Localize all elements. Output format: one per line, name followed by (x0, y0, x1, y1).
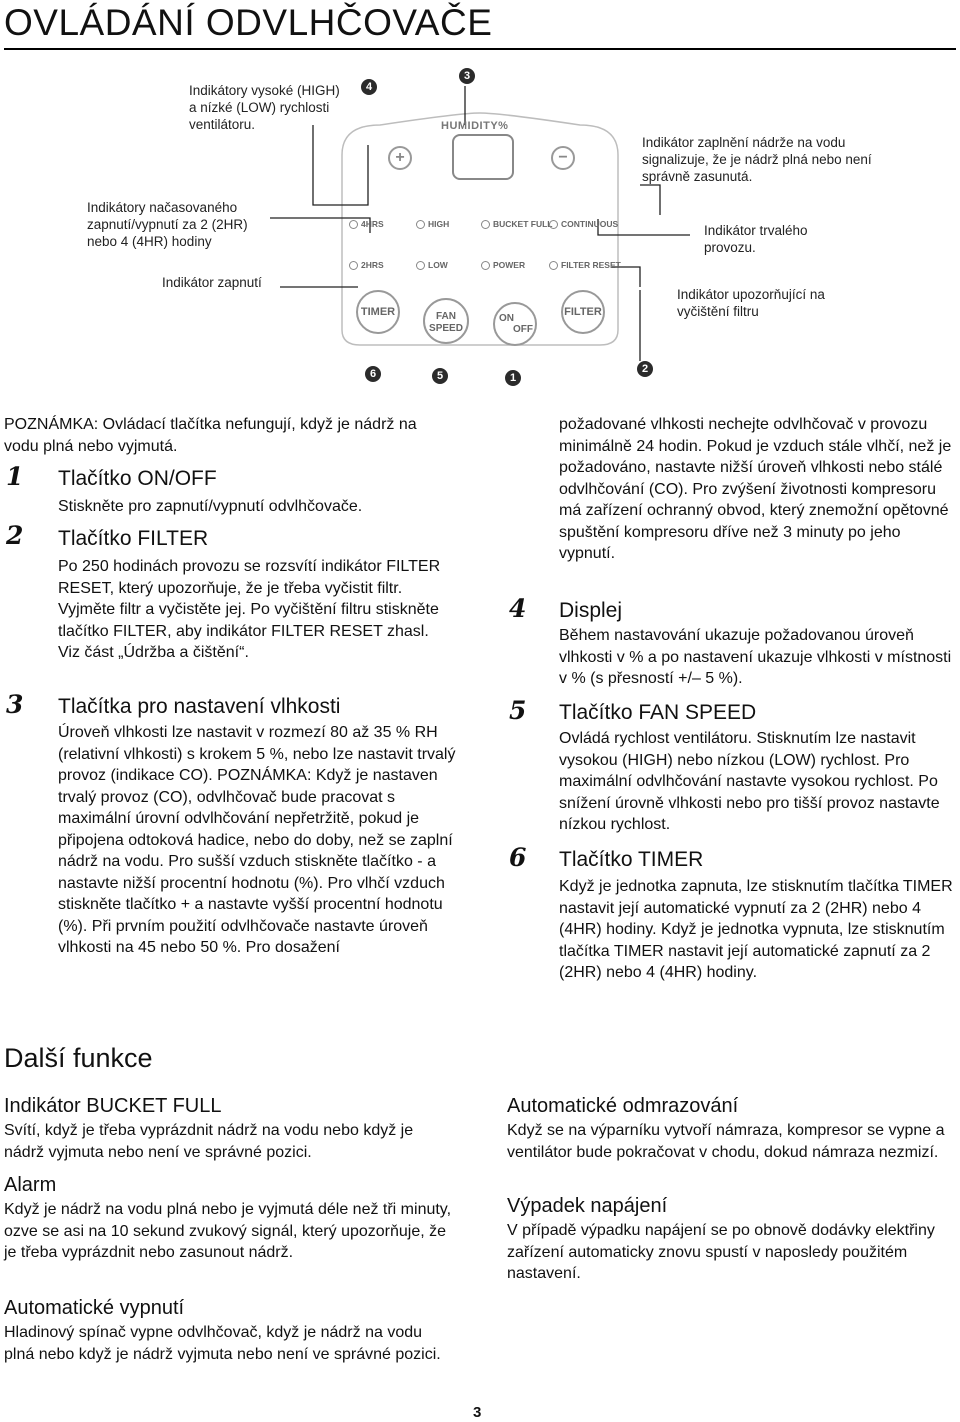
item-text-display: Během nastavování ukazuje požadovanou úroveň vlhkosti v % a po nastavení ukazuje vlhkosti v místnosti v % (s přesností +/– 5 %). (559, 627, 952, 687)
humidity-minus-button[interactable] (551, 146, 575, 170)
item-title-filter: Tlačítko FILTER (58, 527, 209, 550)
led-power-label: POWER (493, 260, 526, 270)
humidity-plus-button[interactable] (388, 146, 412, 170)
section-title: Automatické vypnutí (4, 1297, 185, 1319)
item-title-humidity: Tlačítka pro nastavení vlhkosti (58, 695, 341, 718)
item-text-on-off: Stiskněte pro zapnutí/vypnutí odvlhčovače. (58, 498, 363, 515)
item-number-3: 3 (6, 690, 24, 719)
badge-1: 1 (505, 370, 521, 386)
item-number-2: 2 (6, 521, 24, 550)
section-bucket-full (4, 1094, 452, 1163)
badge-3: 3 (459, 68, 475, 84)
section-alarm (4, 1173, 452, 1264)
item-title-fan-speed: Tlačítko FAN SPEED (559, 701, 757, 724)
section-auto-shutoff (4, 1296, 452, 1365)
led-dot-icon (416, 220, 425, 229)
callout-fan-speed-indicators: Indikátory vysoké (HIGH) a nízké (LOW) rychlosti ventilátoru. (189, 83, 340, 132)
led-dot-icon (349, 220, 358, 229)
item-text-humidity: Úroveň vlhkosti lze nastavit v rozmezí 80 až 35 % RH (relativní vlhkosti) s krokem 5 %, nebo lze nastavit trvalý provoz (indikace CO). POZNÁMKA: Když je nastaven trvalý provoz (CO), odvlhčovač bude pracovat s maximální úrovní odvlhčování nepřetržitě, pokud je připojena odtoková hadice, nebo do doby, než se zaplní nádrž na vodu. Pro sušší vzduch stiskněte tlačítko - a nastavte nižší procentní hodnotu (%). Pro vlhčí vzduch stiskněte tlačítko + a nastavte vyšší procentní hodnotu (%). Při prvním použití odvlhčovače nastavte úroveň vlhkosti na 45 nebo 50 %. Pro dosažení (58, 724, 456, 956)
fan-speed-button[interactable] (423, 298, 469, 344)
item-text-timer: Když je jednotka zapnuta, lze stisknutím tlačítka TIMER nastavit její automatické vypnutí za 2 (2HR) nebo 4 (4HR) hodiny. Když je jednotka vypnuta, lze stisknutím tlačítka TIMER nastavit její automatické zapnutí za 2 (2HR) nebo 4 (4HR) hodiny. (559, 878, 953, 981)
led-filter-reset-label: FILTER RESET (561, 260, 621, 270)
led-dot-icon (416, 261, 425, 270)
section-text: Když je nádrž na vodu plná nebo je vyjmutá déle než tři minuty, ozve se asi na 10 sekund zvukový signál, který upozorňuje, že je třeba vyprázdnit nebo zasunout nádrž. (4, 1201, 452, 1261)
led-dot-icon (481, 220, 490, 229)
callout-bucket-indicator: Indikátor zaplnění nádrže na vodu signalizuje, že je nádrž plná nebo není správně zasunutá. (642, 135, 872, 184)
callout-timer-indicators: Indikátory načasovaného zapnutí/vypnutí za 2 (2HR) nebo 4 (4HR) hodiny (87, 200, 248, 249)
led-continuous-label: CONTINUOUS (561, 219, 619, 229)
led-dot-icon (549, 261, 558, 270)
fan-speed-label-1: FAN (436, 311, 456, 322)
item-text-filter: Po 250 hodinách provozu se rozsvítí indikátor FILTER RESET, který upozorňuje, že je třeba vyčistit filtr. Vyjměte filtr a vyčistěte jej. Po vyčištění filtru stiskněte tlačítko FILTER, aby indikátor FILTER RESET zhasl. Viz část „Údržba a čištění“. (58, 558, 441, 661)
section-text: V případě výpadku napájení se po obnově dodávky elektřiny zařízení automaticky znovu spustí v naposledy použitém nastavení. (507, 1222, 935, 1282)
led-high (416, 219, 449, 229)
off-label: OFF (513, 324, 533, 335)
section-auto-defrost (507, 1094, 955, 1163)
item-title-on-off: Tlačítko ON/OFF (58, 467, 217, 490)
more-features-heading: Další funkce (4, 1043, 153, 1073)
humidity-label: HUMIDITY% (441, 120, 509, 132)
led-dot-icon (349, 261, 358, 270)
item-title-timer: Tlačítko TIMER (559, 848, 704, 871)
callout-power-indicator: Indikátor zapnutí (162, 275, 262, 290)
section-title: Výpadek napájení (507, 1195, 668, 1217)
led-4hrs (349, 219, 384, 229)
humidity-display (452, 134, 514, 180)
plus-icon: + (395, 149, 405, 166)
badge-6: 6 (365, 366, 381, 382)
section-title: Automatické odmrazování (507, 1095, 739, 1117)
item-text-fan-speed: Ovládá rychlost ventilátoru. Stisknutím lze nastavit vysokou (HIGH) nebo nízkou (LOW) rychlost. Pro maximální odvlhčování nastavte vysokou rychlost. Po snížení úrovně vlhkosti nebo pro tišší provoz nastavte nízkou rychlost. (559, 730, 940, 833)
led-high-label: HIGH (428, 219, 450, 229)
callout-filter-indicator: Indikátor upozorňující na vyčištění filtru (677, 287, 825, 319)
item-number-4: 4 (509, 594, 527, 623)
on-off-button[interactable] (493, 302, 537, 346)
led-2hrs-label: 2HRS (361, 260, 384, 270)
note-controls: POZNÁMKA: Ovládací tlačítka nefungují, když je nádrž na vodu plná nebo vyjmutá. (4, 416, 417, 455)
timer-button-label: TIMER (360, 306, 396, 318)
timer-button[interactable] (356, 290, 400, 334)
led-4hrs-label: 4HRS (361, 219, 384, 229)
filter-button[interactable] (561, 290, 605, 334)
badge-2: 2 (637, 361, 653, 377)
section-title: Indikátor BUCKET FULL (4, 1095, 222, 1117)
page-number: 3 (473, 1404, 482, 1421)
page-title: OVLÁDÁNÍ ODVLHČOVAČE (4, 2, 493, 43)
led-2hrs (349, 260, 384, 270)
led-power (481, 260, 525, 270)
humidity-text-continued: požadované vlhkosti nechejte odvlhčovač v provozu minimálně 24 hodin. Pokud je vzduch stále vlhčí, než je požadováno, nastavte nižší úroveň vlhkosti nebo stálé odvlhčování (CO). Pro zvýšení životnosti kompresoru má zařízení ochranný obvod, který znemožní opětovné spuštění kompresoru dříve než 3 minuty po jeho vypnutí. (559, 416, 952, 562)
led-continuous (549, 219, 618, 229)
section-text: Hladinový spínač vypne odvlhčovač, když je nádrž na vodu plná nebo když je nádrž vyjmuta nebo není ve správné pozici. (4, 1324, 441, 1363)
item-number-6: 6 (509, 843, 527, 872)
filter-button-label: FILTER (564, 306, 602, 318)
badge-4: 4 (361, 79, 377, 95)
item-title-display: Displej (559, 599, 623, 622)
on-label: ON (499, 313, 514, 324)
led-filter-reset (549, 260, 621, 270)
led-low (416, 260, 448, 270)
section-power-outage (507, 1194, 955, 1285)
minus-icon: − (558, 149, 568, 166)
section-text: Svítí, když je třeba vyprázdnit nádrž na vodu nebo když je nádrž vyjmuta nebo není ve správné pozici. (4, 1122, 414, 1161)
item-number-5: 5 (509, 696, 527, 725)
led-low-label: LOW (428, 260, 448, 270)
led-bucket-full (481, 219, 553, 229)
section-text: Když se na výparníku vytvoří námraza, kompresor se vypne a ventilátor bude pokračovat v chodu, dokud námraza nezmizí. (507, 1122, 945, 1161)
led-bucket-label: BUCKET FULL (493, 219, 553, 229)
led-dot-icon (481, 261, 490, 270)
item-number-1: 1 (6, 462, 24, 491)
callout-continuous-indicator: Indikátor trvalého provozu. (704, 223, 808, 255)
fan-speed-label-2: SPEED (429, 323, 463, 334)
led-dot-icon (549, 220, 558, 229)
section-title: Alarm (4, 1174, 57, 1196)
badge-5: 5 (432, 368, 448, 384)
title-rule (4, 48, 956, 50)
